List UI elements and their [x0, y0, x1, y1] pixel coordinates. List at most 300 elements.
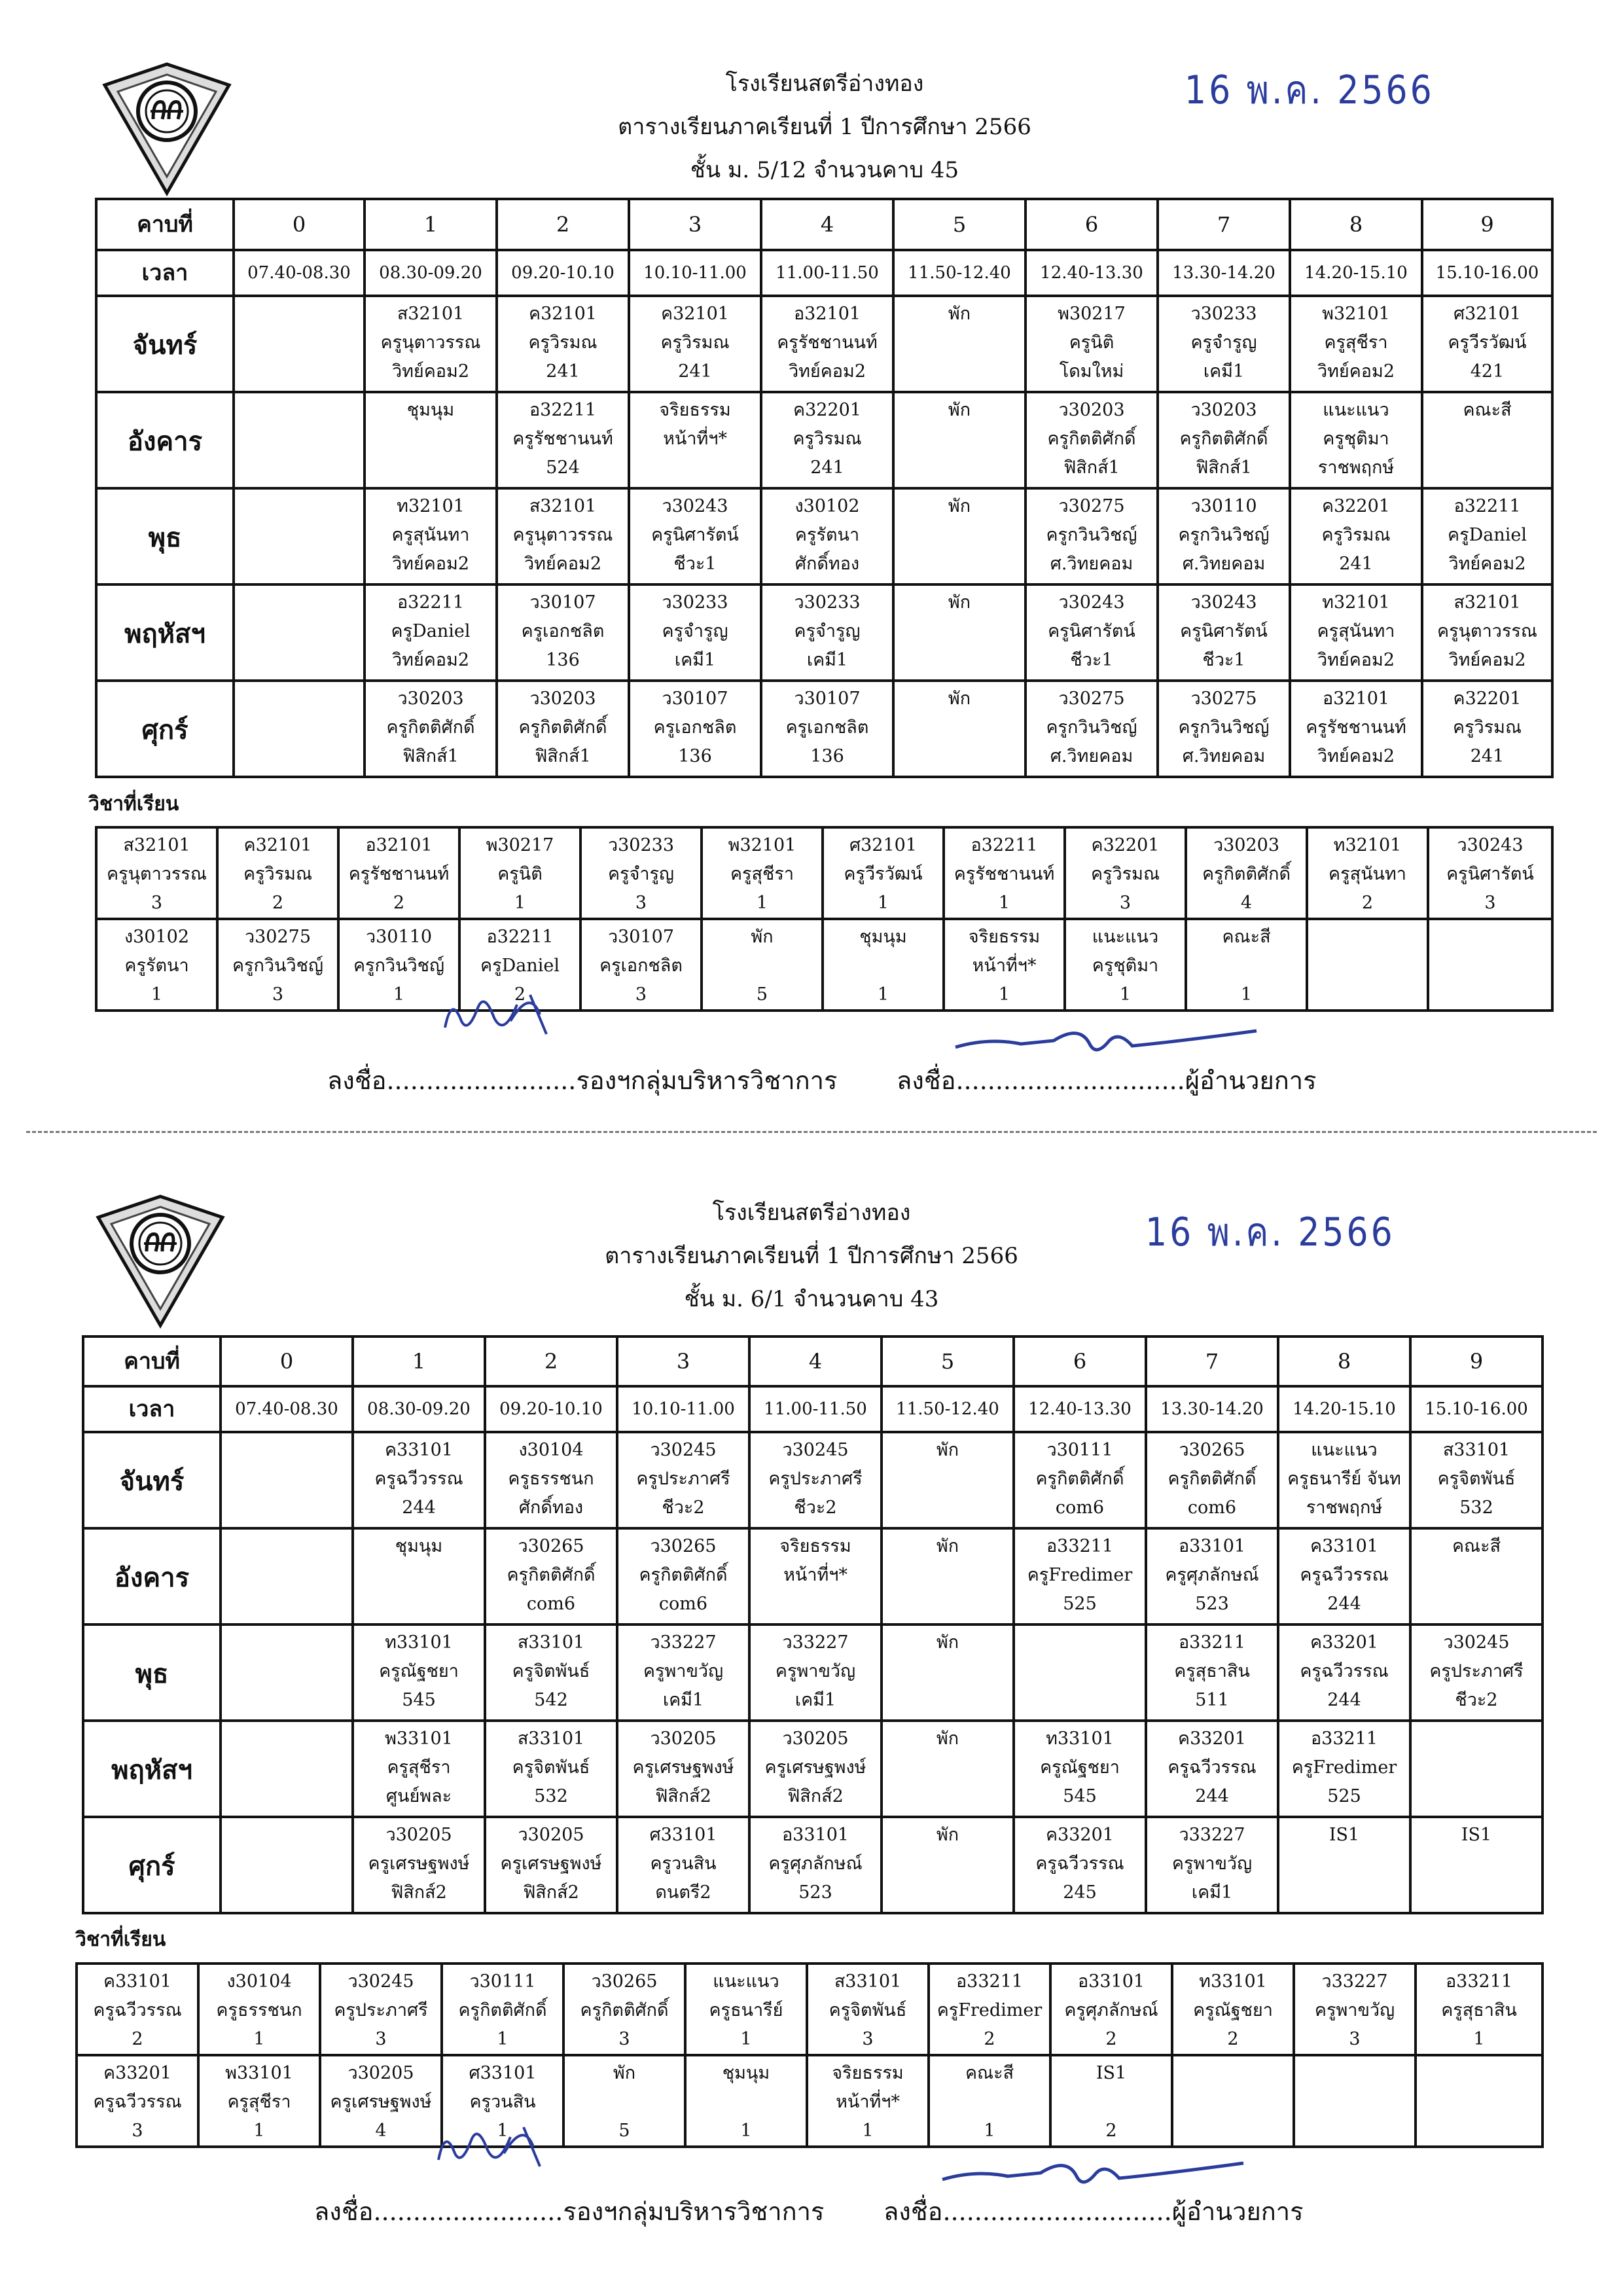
lesson-room: เคมี1: [1191, 1882, 1233, 1903]
lesson-room: ศ.วิทยคอม: [1050, 746, 1133, 766]
school-name: โรงเรียนสตรีอ่างทอง: [725, 71, 924, 97]
lesson-teacher: ครูDaniel: [1448, 525, 1527, 545]
lesson-cell: [893, 488, 1026, 584]
lesson-cell: [893, 392, 1026, 488]
subject-code: ง30102: [124, 927, 190, 947]
lesson-cell: [629, 488, 761, 584]
subject-teacher: ครูFredimer: [936, 2000, 1043, 2020]
subject-periods: 4: [375, 2121, 387, 2141]
subject-cell: [823, 827, 944, 919]
subject-periods: 1: [862, 2121, 874, 2141]
subject-periods: 3: [151, 893, 163, 913]
subjects-summary-table: [75, 1962, 1544, 2148]
lesson-teacher: ครูสุนันทา: [391, 525, 470, 545]
lesson-cell: [629, 392, 761, 488]
lesson-cell: [1146, 1528, 1278, 1624]
lesson-cell: [365, 296, 497, 392]
lesson-code: ว33227: [782, 1632, 849, 1653]
subject-periods: 4: [1240, 893, 1253, 913]
lesson-code: ค33201: [1310, 1632, 1378, 1653]
lesson-code: ง30102: [794, 496, 860, 516]
lesson-code: คณะสี: [1463, 400, 1512, 420]
subject-teacher: [930, 2088, 1049, 2117]
director-sign-line: ลงชื่อ.............................ผู้อำนวยการ: [883, 2197, 1304, 2226]
lesson-room: ฟิสิกส์2: [523, 1882, 579, 1903]
subject-code: พ33101: [225, 2063, 293, 2083]
subject-periods: 3: [1119, 893, 1132, 913]
subject-cell: [929, 2055, 1050, 2147]
subjects-summary-table: [95, 826, 1554, 1012]
lesson-teacher: ครูจิตพันธ์: [512, 1757, 590, 1778]
subject-periods: 1: [877, 984, 889, 1005]
lesson-room: 245: [1063, 1882, 1097, 1903]
lesson-room: ชีวะ1: [1202, 650, 1245, 670]
lesson-teacher: ครูณัฐชยา: [1040, 1757, 1120, 1778]
subject-cell: [807, 1964, 929, 2055]
lesson-code: อ32211: [1454, 496, 1521, 516]
lesson-code: ว30265: [650, 1536, 717, 1556]
period-number: 5: [893, 199, 1026, 250]
subject-code: พ30217: [486, 835, 554, 855]
lesson-cell: [497, 296, 629, 392]
lesson-code: ว30205: [782, 1729, 849, 1749]
lesson-cell: [1410, 1624, 1543, 1721]
lesson-room: ฟิสิกส์1: [535, 746, 591, 766]
lesson-code: ส33101: [517, 1632, 585, 1653]
day-row: [83, 1817, 1543, 1913]
lesson-cell: [1158, 488, 1290, 584]
subject-periods: 2: [1105, 2029, 1117, 2049]
day-row: [96, 392, 1552, 488]
lesson-teacher: ครูวิรมณ: [1321, 525, 1391, 545]
lesson-code: พัก: [948, 689, 971, 709]
lesson-cell: [1146, 1432, 1278, 1528]
time-slot: 14.20-15.10: [1278, 1386, 1410, 1432]
empty-cell: [221, 1721, 353, 1817]
time-slot: 10.10-11.00: [617, 1386, 749, 1432]
lesson-code: ว30205: [518, 1825, 584, 1845]
lesson-teacher: ครูฉวีวรรณ: [374, 1469, 463, 1489]
subject-periods: 1: [998, 893, 1010, 913]
subject-periods: 3: [272, 984, 284, 1005]
lesson-teacher: ครูสุชีรา: [1324, 332, 1388, 353]
lesson-room: 511: [1195, 1690, 1229, 1710]
lesson-room: วิทย์คอม2: [1317, 746, 1395, 766]
lesson-teacher: ครูจิตพันธ์: [1437, 1469, 1516, 1489]
subject-teacher: ครูรัชชานนท์: [954, 864, 1055, 884]
lesson-teacher: ครูวิรมณ: [660, 332, 730, 353]
lesson-teacher: ครูวิรมณ: [528, 332, 597, 353]
subject-teacher: ครูธนารีย์: [709, 2000, 783, 2020]
lesson-code: ส32101: [529, 496, 597, 516]
period-number: 0: [234, 199, 365, 250]
period-row: [83, 1336, 1543, 1386]
lesson-cell: [761, 681, 893, 777]
lesson-cell: [761, 584, 893, 681]
time-slot: 11.50-12.40: [893, 250, 1026, 296]
lesson-teacher: ครูณัฐชยา: [379, 1661, 459, 1681]
time-slot: 10.10-11.00: [629, 250, 761, 296]
lesson-code: แนะแนว: [1323, 400, 1389, 420]
subject-teacher: [565, 2088, 684, 2117]
day-label: จันทร์: [83, 1432, 221, 1528]
lesson-teacher: ครูศุภลักษณ์: [768, 1854, 863, 1874]
lesson-teacher: ครูFredimer: [1291, 1757, 1397, 1778]
subject-code: ว30203: [1213, 835, 1280, 855]
subjects-label: วิชาที่เรียน: [88, 793, 179, 816]
subject-code: ศ33101: [469, 2063, 537, 2083]
subject-code: อ33211: [955, 1971, 1024, 1992]
deputy-signature: [425, 2114, 556, 2176]
lesson-cell: [353, 1721, 485, 1817]
term-title: ตารางเรียนภาคเรียนที่ 1 ปีการศึกษา 2566: [605, 1243, 1018, 1269]
subject-cell: [217, 827, 338, 919]
lesson-cell: [353, 1528, 485, 1624]
subject-teacher: ครูสุชีรา: [227, 2092, 291, 2112]
subject-periods: 2: [132, 2029, 143, 2049]
lesson-code: ว30243: [1190, 592, 1257, 613]
lesson-room: ราชพฤกษ์: [1317, 457, 1395, 478]
lesson-code: พัก: [936, 1729, 959, 1749]
empty-cell: [234, 681, 365, 777]
lesson-cell: [1014, 1528, 1146, 1624]
empty-cell: [221, 1528, 353, 1624]
day-row: [83, 1721, 1543, 1817]
subject-cell: [338, 827, 459, 919]
lesson-teacher: ครูสุนันทา: [1317, 621, 1395, 641]
empty-cell: [1410, 1721, 1543, 1817]
subject-code: พัก: [751, 927, 774, 947]
lesson-teacher: ครูชุติมา: [1323, 429, 1389, 449]
subject-cell: [702, 827, 823, 919]
subject-periods: 1: [1473, 2029, 1485, 2049]
timetable-sheet-m6-1: [0, 1139, 1623, 2265]
subject-code: ท33101: [1199, 1971, 1267, 1992]
subject-teacher: ครูเศรษฐพงษ์: [330, 2092, 432, 2112]
lesson-teacher: ครูฉวีวรรณ: [1168, 1757, 1257, 1778]
subject-periods: 3: [1349, 2029, 1361, 2049]
lesson-code: ว33227: [650, 1632, 717, 1653]
lesson-cell: [749, 1817, 882, 1913]
subject-teacher: ครูกิตติศักดิ์: [580, 2000, 669, 2020]
lesson-teacher: ครูรัชชานนท์: [777, 332, 878, 353]
lesson-room: ฟิสิกส์1: [1063, 457, 1120, 478]
period-number: 2: [497, 199, 629, 250]
subject-teacher: ครูเอกชลิต: [599, 956, 683, 976]
lesson-room: ดนตรี2: [655, 1882, 711, 1903]
subject-row: [77, 2055, 1543, 2147]
period-number: 4: [761, 199, 893, 250]
empty-cell: [1416, 2055, 1543, 2147]
lesson-teacher: ครูธรรชนก: [508, 1469, 594, 1489]
lesson-room: 523: [798, 1882, 832, 1903]
lesson-code: พ32101: [1322, 304, 1390, 324]
lesson-code: ว30245: [1443, 1632, 1510, 1653]
subject-code: คณะสี: [1222, 927, 1271, 947]
lesson-teacher: ครูจำรูญ: [662, 621, 728, 641]
subject-code: ท32101: [1333, 835, 1402, 855]
lesson-teacher: ครูเศรษฐพงษ์: [500, 1854, 602, 1874]
subject-code: อ33101: [1077, 1971, 1145, 1992]
subject-periods: 2: [393, 893, 405, 913]
lesson-cell: [1290, 584, 1422, 681]
lesson-room: 523: [1195, 1594, 1229, 1614]
lesson-code: ค33101: [385, 1440, 453, 1460]
lesson-code: ว30233: [662, 592, 728, 613]
lesson-code: ว30275: [1058, 496, 1125, 516]
subject-code: ชุมนุม: [722, 2063, 770, 2083]
director-sign-line: ลงชื่อ.............................ผู้อำนวยการ: [897, 1066, 1317, 1095]
subject-teacher: ครูกวินวิชญ์: [232, 956, 324, 976]
subjects-label: วิชาที่เรียน: [75, 1928, 166, 1951]
time-slot: 14.20-15.10: [1290, 250, 1422, 296]
lesson-room: 421: [1470, 361, 1505, 382]
lesson-cell: [1278, 1721, 1410, 1817]
subject-code: ส32101: [123, 835, 190, 855]
lesson-room: ชีวะ1: [673, 554, 717, 574]
subject-cell: [1186, 919, 1307, 1011]
subject-code: ง30104: [226, 1971, 292, 1992]
subject-teacher: ครูวนสิน: [469, 2092, 536, 2112]
subject-rows: [77, 1964, 1543, 2147]
lesson-room: วิทย์คอม2: [1317, 650, 1395, 670]
day-label: ศุกร์: [83, 1817, 221, 1913]
subject-teacher: ครูชุติมา: [1092, 956, 1159, 976]
lesson-room: ศักดิ์ทอง: [518, 1498, 584, 1518]
timetable-grid: [95, 198, 1554, 778]
lesson-teacher: ครูกิตติศักดิ์: [639, 1565, 728, 1585]
lesson-cell: [1422, 681, 1552, 777]
lesson-room: 525: [1327, 1786, 1361, 1806]
lesson-cell: [1026, 584, 1158, 681]
deputy-signature: [432, 982, 563, 1043]
lesson-code: ค33201: [1178, 1729, 1246, 1749]
lesson-code: ค32101: [529, 304, 597, 324]
lesson-room: ศ.วิทยคอม: [1182, 554, 1266, 574]
lesson-cell: [1158, 584, 1290, 681]
lesson-code: อ33101: [781, 1825, 849, 1845]
subject-teacher: ครูฉวีวรรณ: [93, 2092, 182, 2112]
lesson-code: พัก: [936, 1440, 959, 1460]
lesson-cell: [1290, 681, 1422, 777]
lesson-code: ค33201: [1046, 1825, 1114, 1845]
period-row: [96, 199, 1552, 250]
lesson-code: ว30205: [650, 1729, 717, 1749]
lesson-code: พัก: [948, 400, 971, 420]
time-row: [83, 1386, 1543, 1432]
lesson-code: ว30203: [529, 689, 596, 709]
lesson-cell: [1422, 296, 1552, 392]
lesson-room: 532: [1459, 1498, 1493, 1518]
subject-cell: [1050, 2055, 1172, 2147]
lesson-teacher: ครูประภาศรี: [1429, 1661, 1524, 1681]
lesson-cell: [629, 296, 761, 392]
time-slot: 11.00-11.50: [749, 1386, 882, 1432]
lesson-room: 136: [546, 650, 580, 670]
subject-row: [77, 1964, 1543, 2055]
lesson-cell: [1278, 1432, 1410, 1528]
subject-cell: [807, 2055, 929, 2147]
lesson-teacher: ครูนุตาวรรณ: [512, 525, 613, 545]
subject-cell: [685, 1964, 807, 2055]
lesson-cell: [882, 1432, 1014, 1528]
lesson-cell: [1278, 1528, 1410, 1624]
lesson-cell: [365, 584, 497, 681]
lesson-cell: [1026, 488, 1158, 584]
lesson-code: อ32101: [1322, 689, 1390, 709]
subject-code: ว30245: [348, 1971, 414, 1992]
period-number: 6: [1014, 1336, 1146, 1386]
lesson-room: 532: [534, 1786, 568, 1806]
lesson-code: ศ32101: [1453, 304, 1522, 324]
lesson-teacher: ครูสุชีรา: [387, 1757, 451, 1778]
lesson-teacher: ครูนิศารัตน์: [651, 525, 739, 545]
lesson-cell: [617, 1624, 749, 1721]
lesson-teacher: ครูพาขวัญ: [1171, 1854, 1253, 1874]
lesson-code: ส32101: [1454, 592, 1521, 613]
lesson-teacher: ครูประภาศรี: [636, 1469, 730, 1489]
subject-cell: [1186, 827, 1307, 919]
lesson-code: ส33101: [517, 1729, 585, 1749]
subject-periods: 1: [756, 893, 768, 913]
day-label: ศุกร์: [96, 681, 234, 777]
lesson-cell: [1278, 1624, 1410, 1721]
lesson-room: ราชพฤกษ์: [1306, 1498, 1383, 1518]
lesson-cell: [485, 1624, 617, 1721]
subject-periods: 3: [862, 2029, 874, 2049]
subject-code: ค32201: [1091, 835, 1160, 855]
lesson-code: ท32101: [1322, 592, 1390, 613]
lesson-teacher: ครูนิศารัตน์: [1048, 621, 1135, 641]
subject-code: แนะแนว: [1092, 927, 1159, 947]
subject-rows: [96, 827, 1552, 1011]
empty-cell: [234, 488, 365, 584]
lesson-cell: [497, 584, 629, 681]
lesson-teacher: ครูฉวีวรรณ: [1035, 1854, 1124, 1874]
subject-periods: 3: [1484, 893, 1496, 913]
lesson-teacher: ครูพาขวัญ: [643, 1661, 724, 1681]
subject-teacher: ครูสุธาสิน: [1441, 2000, 1517, 2020]
lesson-cell: [1146, 1817, 1278, 1913]
lesson-room: 542: [534, 1690, 568, 1710]
lesson-code: IS1: [1461, 1825, 1492, 1845]
lesson-room: ฟิสิกส์2: [391, 1882, 447, 1903]
subject-cell: [1428, 827, 1552, 919]
lesson-teacher: ครูกวินวิชญ์: [1178, 717, 1270, 738]
lesson-code: จริยธรรม: [659, 400, 731, 420]
lesson-teacher: ครูDaniel: [391, 621, 471, 641]
lesson-cell: [761, 296, 893, 392]
subject-cell: [320, 2055, 442, 2147]
lesson-code: จริยธรรม: [779, 1536, 851, 1556]
time-slot: 12.40-13.30: [1026, 250, 1158, 296]
school-logo: [98, 59, 236, 196]
day-label: พุธ: [96, 488, 234, 584]
lesson-code: ว30110: [1190, 496, 1257, 516]
lesson-room: วิทย์คอม2: [788, 361, 866, 382]
lesson-cell: [485, 1817, 617, 1913]
subject-cell: [96, 827, 217, 919]
subject-row: [96, 919, 1552, 1011]
period-number: 8: [1278, 1336, 1410, 1386]
lesson-cell: [1158, 681, 1290, 777]
subject-teacher: ครูกิตติศักดิ์: [458, 2000, 547, 2020]
subject-code: ว30243: [1457, 835, 1524, 855]
subject-code: พ32101: [728, 835, 796, 855]
subject-periods: 2: [1227, 2029, 1239, 2049]
time-header: เวลา: [83, 1386, 221, 1432]
lesson-cell: [1290, 392, 1422, 488]
subject-code: ค32101: [243, 835, 312, 855]
lesson-teacher: ครูรัชชานนท์: [512, 429, 613, 449]
subject-cell: [459, 827, 580, 919]
subject-teacher: ครูนุตาวรรณ: [107, 864, 207, 884]
timetable-sheet-m5-12: [0, 0, 1623, 1126]
subject-cell: [1065, 919, 1186, 1011]
lesson-code: ชุมนุม: [395, 1536, 443, 1556]
lesson-code: ค32201: [793, 400, 861, 420]
period-number: 1: [365, 199, 497, 250]
day-row: [83, 1528, 1543, 1624]
lesson-room: 241: [810, 457, 844, 478]
lesson-room: 136: [678, 746, 712, 766]
lesson-room: เคมี1: [794, 1690, 836, 1710]
subject-teacher: ครูจำรูญ: [607, 864, 675, 884]
subject-code: ศ32101: [849, 835, 918, 855]
lesson-cell: [485, 1528, 617, 1624]
lesson-cell: [1422, 488, 1552, 584]
lesson-teacher: ครูนุตาวรรณ: [380, 332, 481, 353]
lesson-code: ว30265: [518, 1536, 584, 1556]
school-logo: [92, 1191, 229, 1329]
lesson-room: 525: [1063, 1594, 1097, 1614]
lesson-cell: [761, 392, 893, 488]
lesson-room: ศูนย์พละ: [385, 1786, 452, 1806]
time-row: [96, 250, 1552, 296]
day-rows: [96, 296, 1552, 777]
subject-cell: [1050, 1964, 1172, 2055]
subject-code: ว30111: [469, 1971, 536, 1992]
subject-cell: [702, 919, 823, 1011]
subject-code: อ32211: [486, 927, 554, 947]
lesson-cell: [617, 1432, 749, 1528]
subject-cell: [1307, 827, 1428, 919]
lesson-room: เคมี1: [674, 650, 716, 670]
subject-periods: 3: [635, 984, 647, 1005]
lesson-teacher: ครูนุตาวรรณ: [1437, 621, 1537, 641]
lesson-teacher: ครูศุภลักษณ์: [1165, 1565, 1259, 1585]
subject-teacher: ครูพาขวัญ: [1314, 2000, 1395, 2020]
lesson-cell: [1410, 1528, 1543, 1624]
lesson-code: ว30233: [794, 592, 861, 613]
lesson-cell: [1290, 488, 1422, 584]
subject-cell: [96, 919, 217, 1011]
subject-cell: [823, 919, 944, 1011]
lesson-code: พัก: [936, 1825, 959, 1845]
subject-teacher: ครูจิตพันธ์: [829, 2000, 907, 2020]
sheet-header: [484, 1191, 1139, 1321]
period-number: 6: [1026, 199, 1158, 250]
lesson-code: พ30217: [1058, 304, 1126, 324]
empty-cell: [1172, 2055, 1294, 2147]
lesson-teacher: ครูFredimer: [1027, 1565, 1133, 1585]
lesson-room: เคมี1: [1203, 361, 1245, 382]
lesson-code: อ32211: [529, 400, 597, 420]
lesson-code: ว30205: [385, 1825, 452, 1845]
lesson-teacher: ครูกิตติศักดิ์: [1035, 1469, 1124, 1489]
subject-periods: 1: [393, 984, 405, 1005]
lesson-room: 244: [1195, 1786, 1229, 1806]
